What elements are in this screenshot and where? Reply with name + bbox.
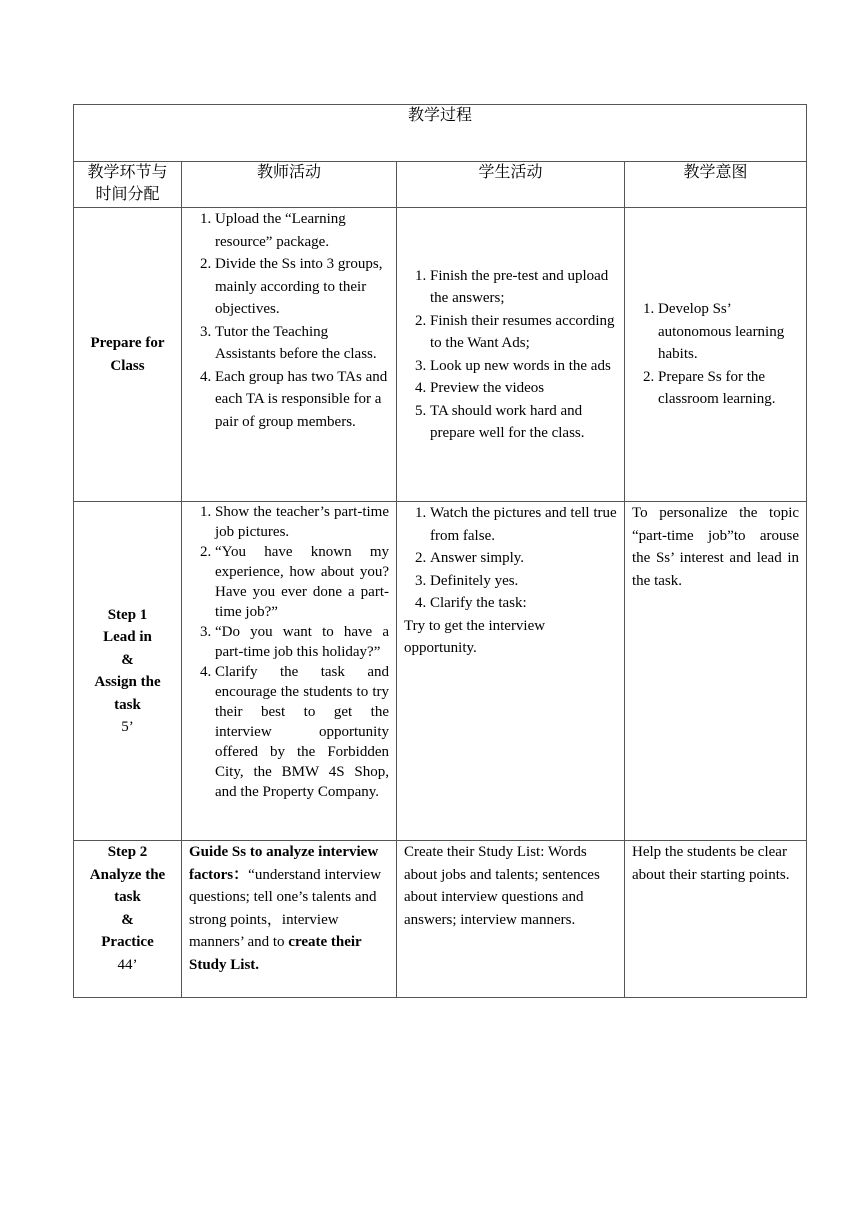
list-item: 4. Clarify the task: [430, 592, 617, 615]
list-item: 1. Show the teacher’s part-time job pictures. [215, 502, 389, 542]
stage-step2-line: Step 2 [107, 844, 148, 860]
list-item: 4. Clarify the task and encourage the students to try their best to get the interview opportunity offered by the Forbidden City, the BMW 4S Shop, and the Property Company. [215, 662, 389, 802]
header-stage-time: 教学环节与时间分配 [74, 162, 182, 208]
student-activity-step2 [397, 841, 625, 998]
list-item: 1. Develop Ss’ autonomous learning habits. [658, 298, 799, 366]
teacher-step2-bold-tail: create their Study List. [189, 934, 362, 973]
stage-step1-time: 5’ [121, 719, 134, 735]
list-item: 2. “You have known my experience, how about you? Have you ever done a part-time job?” [215, 542, 389, 622]
list-item: 5. TA should work hard and prepare well for the class. [430, 400, 617, 445]
student-step1-extra: Try to get the interview opportunity. [404, 617, 546, 656]
intent-step2-text: Help the students be clear about their starting points. [632, 844, 790, 883]
teacher-step2-bold-lead: Guide Ss to analyze interview factors： [189, 844, 379, 883]
list-item: 1. Watch the pictures and tell true from false. [430, 502, 617, 547]
list-item: 1. Upload the “Learning resource” package. [215, 208, 389, 253]
stage-step2-line: & [121, 911, 134, 928]
teacher-activity-step1 [182, 502, 397, 841]
stage-prepare [74, 208, 182, 502]
lesson-process-table [73, 104, 807, 998]
stage-step1-line: Lead in [103, 629, 152, 645]
table-title-row [74, 105, 807, 162]
student-step2-text: Create their Study List: Words about jobs and talents; sentences about interview questions and answers; interview manners. [404, 844, 600, 928]
list-item: 1. Finish the pre-test and upload the answers; [430, 265, 617, 310]
table-row-step2 [74, 841, 807, 998]
list-item: 3. Definitely yes. [430, 570, 617, 593]
stage-step2-line: Analyze the task [89, 866, 166, 905]
table-row-step1 [74, 502, 807, 841]
list-item: 2. Answer simply. [430, 547, 617, 570]
teacher-activity-prepare [182, 208, 397, 502]
intent-step1 [625, 502, 807, 841]
stage-step2-time: 44’ [117, 956, 138, 973]
list-item: 3. Look up new words in the ads [430, 355, 617, 378]
list-item: 4. Each group has two TAs and each TA is responsible for a pair of group members. [215, 366, 389, 434]
stage-step2-line: Practice [101, 934, 154, 950]
stage-step1-line: Step 1 [107, 606, 148, 623]
student-activity-prepare [397, 208, 625, 502]
table-title: 教学过程 [74, 105, 807, 162]
table-header-row [74, 162, 807, 208]
list-item: 3. “Do you want to have a part-time job this holiday?” [215, 622, 389, 662]
header-teaching-intent: 教学意图 [625, 162, 807, 208]
stage-step1-line: & [121, 651, 134, 668]
teacher-step2-text: “understand interview questions; tell one’s talents and strong points，interview manners’ and to [189, 866, 382, 950]
list-item: 2. Divide the Ss into 3 groups, mainly according to their objectives. [215, 253, 389, 321]
list-item: 4. Preview the videos [430, 377, 617, 400]
teacher-activity-step2 [182, 841, 397, 998]
intent-step2 [625, 841, 807, 998]
list-item: 3. Tutor the Teaching Assistants before the class. [215, 321, 389, 366]
header-student-activity: 学生活动 [397, 162, 625, 208]
student-activity-step1 [397, 502, 625, 841]
intent-step1-text: To personalize the topic “part-time job”to arouse the Ss’ interest and lead in the task. [632, 505, 800, 589]
stage-prepare-label: Prepare for Class [90, 335, 165, 374]
stage-step1-line: Assign the task [94, 674, 161, 713]
table-row-prepare [74, 208, 807, 502]
list-item: 2. Prepare Ss for the classroom learning. [658, 366, 799, 411]
stage-step1 [74, 502, 182, 841]
intent-prepare [625, 208, 807, 502]
stage-step2 [74, 841, 182, 998]
header-teacher-activity: 教师活动 [182, 162, 397, 208]
list-item: 2. Finish their resumes according to the Want Ads; [430, 310, 617, 355]
